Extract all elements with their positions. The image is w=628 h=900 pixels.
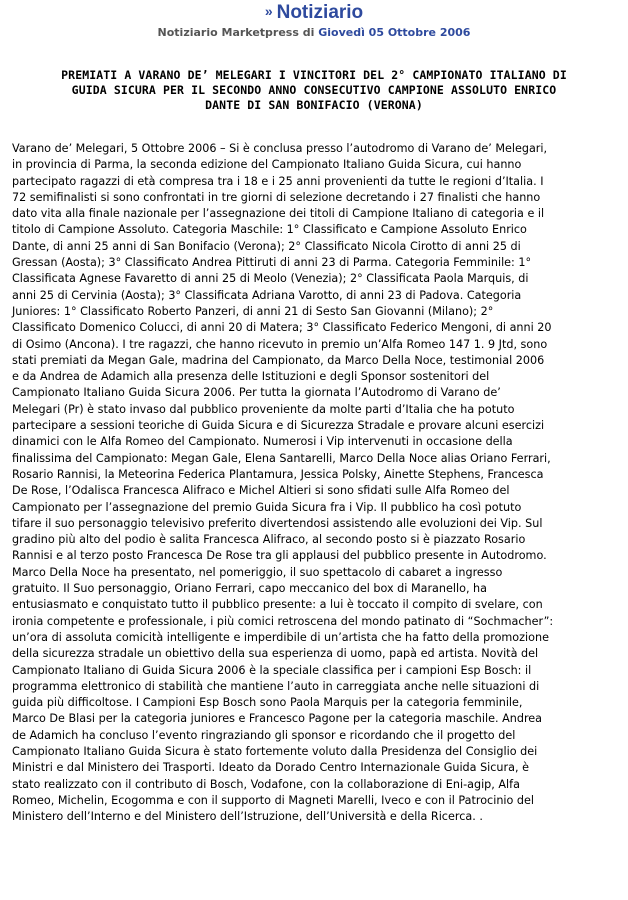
article-body-line: partecipare a sessioni teoriche di Guida Sicura e di Sicurezza Stradale e provare alcuni esercizi	[12, 419, 545, 433]
article-body-line: Campionato Italiano di Guida Sicura 2006 è la speciale classifica per i campioni Esp Bosch: il	[12, 663, 532, 677]
article-body-line: Marco De Blasi per la categoria juniores e Francesco Pagone per la categoria maschile. Andrea	[12, 712, 543, 726]
section-title-label[interactable]: Notiziario	[276, 2, 364, 23]
article-body-line: Campionato Italiano Guida Sicura 2006. Per tutta la giornata l’Autodromo di Varano de’	[12, 386, 501, 400]
article-body-line: Rannisi e al terzo posto Francesca De Rose tra gli applausi del pubblico presente in Autodromo.	[12, 549, 547, 563]
article-body-line: Juniores: 1° Classificato Roberto Panzeri, di anni 21 di Sesto San Giovanni (Milano); 2°	[12, 304, 494, 318]
article-body-line: Romeo, Michelin, Ecogomma e con il supporto di Magneti Marelli, Iveco e con il Patrocinio del	[12, 793, 535, 807]
article-body-line: Ministri e dal Ministero dei Trasporti. Ideato da Dorado Centro Internazionale Guida Sicura, è	[12, 761, 529, 775]
article-body-line: dato vita alla finale nazionale per l’assegnazione dei titoli di Campione Italiano di categoria e il	[12, 207, 545, 221]
article-body-line: entusiasmato e conquistato tutto il pubblico presente: a lui è toccato il compito di svelare, con	[12, 598, 543, 612]
article-body-line: stati premiati da Megan Gale, madrina del Campionato, da Marco Della Noce, testimonial 2006	[12, 353, 545, 367]
publication-date: Giovedì 05 Ottobre 2006	[318, 26, 471, 39]
article-body-line: Varano de’ Melegari, 5 Ottobre 2006 – Si è conclusa presso l’autodromo di Varano de’ Melegari,	[12, 142, 548, 155]
subtitle-prefix: Notiziario Marketpress di	[157, 26, 315, 39]
article-body-line: de Adamich ha concluso l’evento ringraziando gli sponsor e ricordando che il progetto del	[12, 728, 516, 742]
article-body-line: in provincia di Parma, la seconda edizione del Campionato Italiano Guida Sicura, cui hanno	[12, 158, 522, 172]
article-body-line: guida più difficoltose. I Campioni Esp Bosch sono Paola Marquis per la categoria femminile,	[12, 696, 523, 710]
article-body-line: finalissima del Campionato: Megan Gale, Elena Santarelli, Marco Della Noce alias Oriano Ferrari,	[12, 451, 551, 465]
article-body-line: anni 25 di Cervinia (Aosta); 3° Classificata Adriana Varotto, di anni 23 di Padova. Categoria	[12, 288, 522, 302]
article-body-line: De Rose, l’Odalisca Francesca Alifraco e Michel Altieri si sono sfidati sulle Alfa Romeo del	[12, 484, 510, 498]
article-body-line: stato realizzato con il contributo di Bosch, Vodafone, con la collaborazione di Eni-agip, Alfa	[12, 777, 520, 791]
article-body-line: un’ora di assoluta comicità intelligente e imperdibile di un’artista che ha fatto della promozione	[12, 630, 549, 644]
article-body-line: Marco Della Noce ha presentato, nel pomeriggio, il suo spettacolo di cabaret a ingresso	[12, 565, 503, 579]
article-body-line: ironia competente e professionale, i più comici retroscena del mondo patinato di “Sochmacher”:	[12, 614, 554, 628]
article-body-line: Dante, di anni 25 anni di San Bonifacio (Verona); 2° Classificato Nicola Cirotto di anni 25 di	[12, 239, 521, 253]
article-body-line: gradino più alto del podio è salita Francesca Alifraco, al secondo posto si è piazzato Rosario	[12, 533, 526, 547]
article-body-line: Campionato Italiano Guida Sicura è stato fortemente voluto dalla Presidenza del Consiglio dei	[12, 744, 538, 758]
article-body-line: della sicurezza stradale un obiettivo della sua esperienza di uomo, papà ed artista. Novità del	[12, 647, 539, 661]
section-title[interactable]	[265, 2, 363, 24]
article-title	[0, 68, 628, 113]
article-title-line: GUIDA SICURA PER IL SECONDO ANNO CONSECUTIVO CAMPIONE ASSOLUTO ENRICO	[71, 83, 557, 97]
article-body-line: tifare il suo personaggio televisivo preferito divertendosi assistendo alle evoluzioni dei Vip. Sul	[12, 516, 543, 530]
article-body-line: gratuito. Il Suo personaggio, Oriano Ferrari, capo meccanico del box di Maranello, ha	[12, 582, 488, 596]
article-body-line: Melegari (Pr) è stato invaso dal pubblico proveniente da molte parti d’Italia che ha potuto	[12, 402, 515, 416]
article-body-line: partecipato ragazzi di età compresa tra i 18 e i 25 anni provenienti da tutte le regioni d’Italia. I	[12, 174, 544, 188]
article-body	[12, 141, 620, 825]
article-body-line: Rosario Rannisi, la Meteorina Federica Plantamura, Jessica Polsky, Ainette Stephens, Francesca	[12, 467, 544, 481]
article-title-line: DANTE DI SAN BONIFACIO (VERONA)	[205, 98, 423, 112]
article-body-line: Campionato per l’assegnazione del premio Guida Sicura fra i Vip. Il pubblico ha così potuto	[12, 500, 522, 514]
article-body-line: 72 semifinalisti si sono confrontati in tre giorni di selezione decretando i 27 finalisti che hanno	[12, 190, 541, 204]
article-title-line: PREMIATI A VARANO DE’ MELEGARI I VINCITORI DEL 2° CAMPIONATO ITALIANO DI	[61, 68, 567, 82]
article-body-line: programma elettronico di stabilità che mantiene l’auto in carreggiata anche nelle situazioni di	[12, 679, 540, 693]
article-body-line: di Osimo (Ancona). I tre ragazzi, che hanno ricevuto in premio un’Alfa Romeo 147 1. 9 Jtd, sono	[12, 337, 548, 351]
page-header	[0, 2, 628, 24]
article-body-line: titolo di Campione Assoluto. Categoria Maschile: 1° Classificato e Campione Assoluto Enrico	[12, 223, 527, 237]
article-body-line: dinamici con le Alfa Romeo del Campionato. Numerosi i Vip intervenuti in occasione della	[12, 435, 513, 449]
newsletter-subtitle	[0, 26, 628, 40]
double-chevron-right-icon: »	[264, 3, 273, 19]
article-body-line: Ministero dell’Interno e del Ministero dell’Istruzione, dell’Università e della Ricerca. .	[12, 810, 483, 824]
article-body-line: e da Andrea de Adamich alla presenza delle Istituzioni e degli Sponsor sostenitori del	[12, 370, 490, 384]
article-body-line: Classificato Domenico Colucci, di anni 20 di Matera; 3° Classificato Federico Mengoni, di anni 20	[12, 321, 552, 335]
article-body-line: Classificata Agnese Favaretto di anni 25 di Meolo (Venezia); 2° Classificata Paola Marquis, di	[12, 272, 529, 286]
article-body-line: Gressan (Aosta); 3° Classificato Andrea Pittiruti di anni 23 di Parma. Categoria Femminile: 1°	[12, 256, 532, 270]
